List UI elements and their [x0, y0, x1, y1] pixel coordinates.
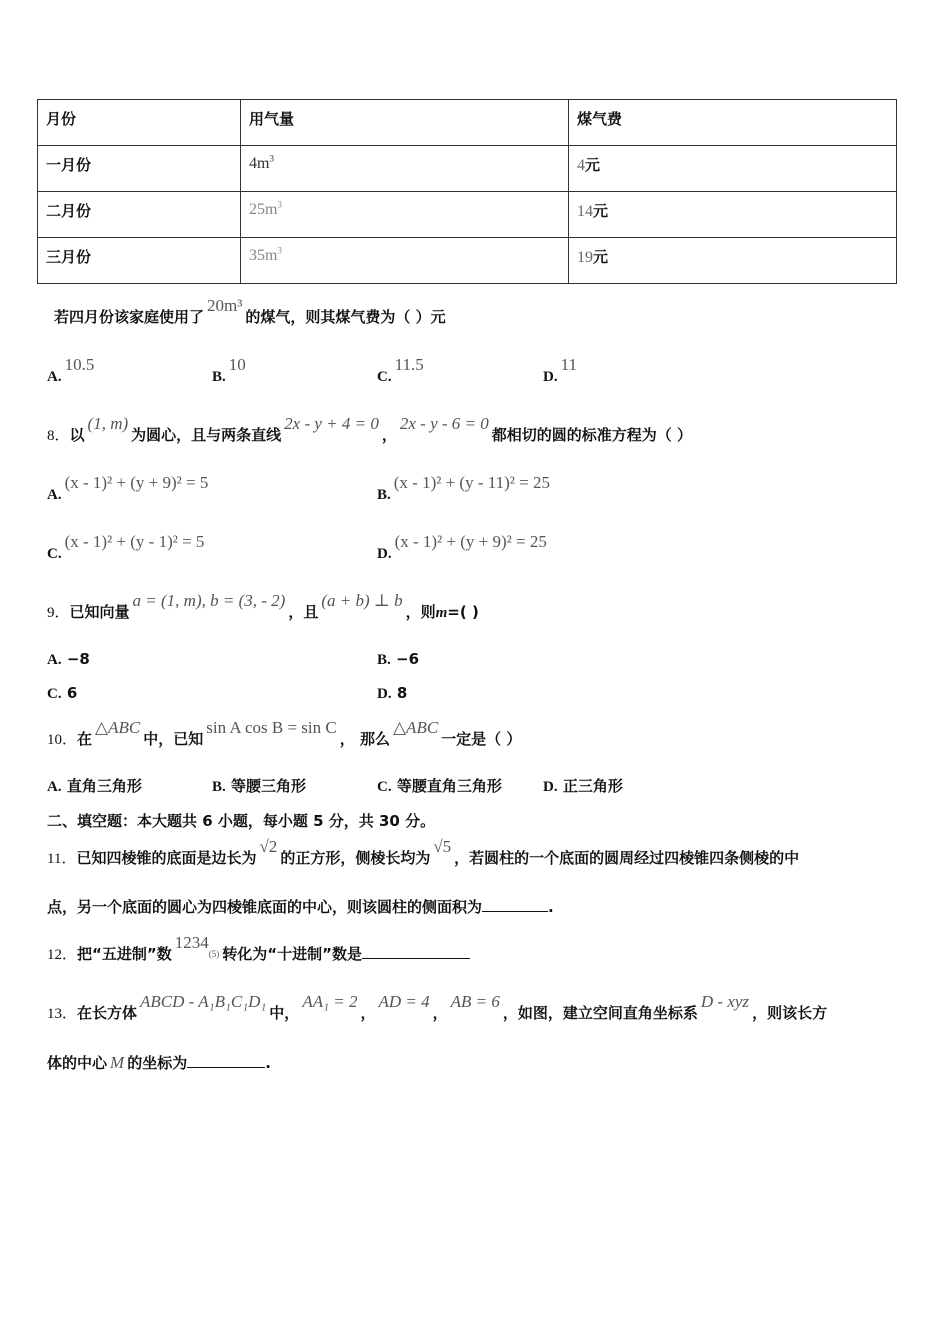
q11-stem-cont: 点，另一个底面的圆心为四棱锥底面的中心，则该圆柱的侧面积为 . — [47, 898, 554, 916]
q10-option-b: B. 等腰三角形 — [212, 777, 307, 795]
q10-option-a: A. 直角三角形 — [47, 777, 142, 795]
month-cell: 一月份 — [38, 146, 241, 192]
q7-option-d: D.11 — [543, 355, 577, 385]
q12-stem: 12．把“五进制”数1234(5) 转化为“十进制”数是 — [47, 944, 470, 966]
q7-stem: 若四月份该家庭使用了20m³的煤气，则其煤气费为（ ）元 — [54, 296, 446, 326]
q10-stem: 10．在△ABC中，已知sin A cos B = sin C， 那么△ABC一定是（ ） — [47, 718, 522, 748]
fee-cell: 14元 — [569, 192, 897, 238]
q7-option-c: C.11.5 — [377, 355, 424, 385]
answer-blank[interactable] — [187, 1053, 265, 1068]
section-heading: 二、填空题：本大题共 6 小题，每小题 5 分，共 30 分。 — [47, 812, 436, 830]
usage-cell: $35m^3$ — [241, 238, 569, 284]
fee-cell: 4元 — [569, 146, 897, 192]
q11-stem: 11．已知四棱锥的底面是边长为√2的正方形，侧棱长均为√5，若圆柱的一个底面的圆周经过四棱锥四条侧棱的中 — [47, 837, 800, 867]
q13-stem-cont: 体的中心 M 的坐标为 . — [47, 1053, 271, 1072]
q9-option-c: C. 6 — [47, 684, 78, 702]
gas-usage-table — [37, 99, 897, 284]
header-cell: 用气量 — [241, 100, 569, 146]
month-cell: 三月份 — [38, 238, 241, 284]
q9-stem: 9．已知向量a = (1, m), b = (3, - 2)，且(a + b) ⊥ b，则m=( ) — [47, 591, 479, 621]
q8-option-a: A.(x - 1)² + (y + 9)² = 5 — [47, 473, 209, 503]
q7-option-b: B.10 — [212, 355, 246, 385]
q10-option-c: C. 等腰直角三角形 — [377, 777, 502, 795]
table-header-row — [38, 100, 897, 146]
answer-blank[interactable] — [482, 897, 548, 912]
q9-option-b: B. −6 — [377, 650, 420, 668]
q9-option-d: D. 8 — [377, 684, 408, 702]
table-row — [38, 238, 897, 284]
header-cell: 月份 — [38, 100, 241, 146]
header-cell: 煤气费 — [569, 100, 897, 146]
q7-option-a: A.10.5 — [47, 355, 95, 385]
q9-option-a: A. −8 — [47, 650, 90, 668]
fee-cell: 19元 — [569, 238, 897, 284]
table-row — [38, 192, 897, 238]
table-row — [38, 146, 897, 192]
q8-stem: 8．以(1, m)为圆心，且与两条直线2x - y + 4 = 0，2x - y - 6 = 0都相切的圆的标准方程为（ ） — [47, 414, 692, 444]
answer-blank[interactable] — [362, 944, 470, 959]
q13-stem: 13．在长方体ABCD - A₁B₁C₁D₁中，AA₁ = 2，AD = 4，AB = 6，如图，建立空间直角坐标系D - xyz，则该长方 — [47, 992, 828, 1022]
q8-option-b: B.(x - 1)² + (y - 11)² = 25 — [377, 473, 550, 503]
usage-cell: $25m^3$ — [241, 192, 569, 238]
q8-option-c: C.(x - 1)² + (y - 1)² = 5 — [47, 532, 205, 562]
month-cell: 二月份 — [38, 192, 241, 238]
q8-option-d: D.(x - 1)² + (y + 9)² = 25 — [377, 532, 547, 562]
usage-cell: $4m^3$ — [241, 146, 569, 192]
q10-option-d: D. 正三角形 — [543, 777, 623, 795]
